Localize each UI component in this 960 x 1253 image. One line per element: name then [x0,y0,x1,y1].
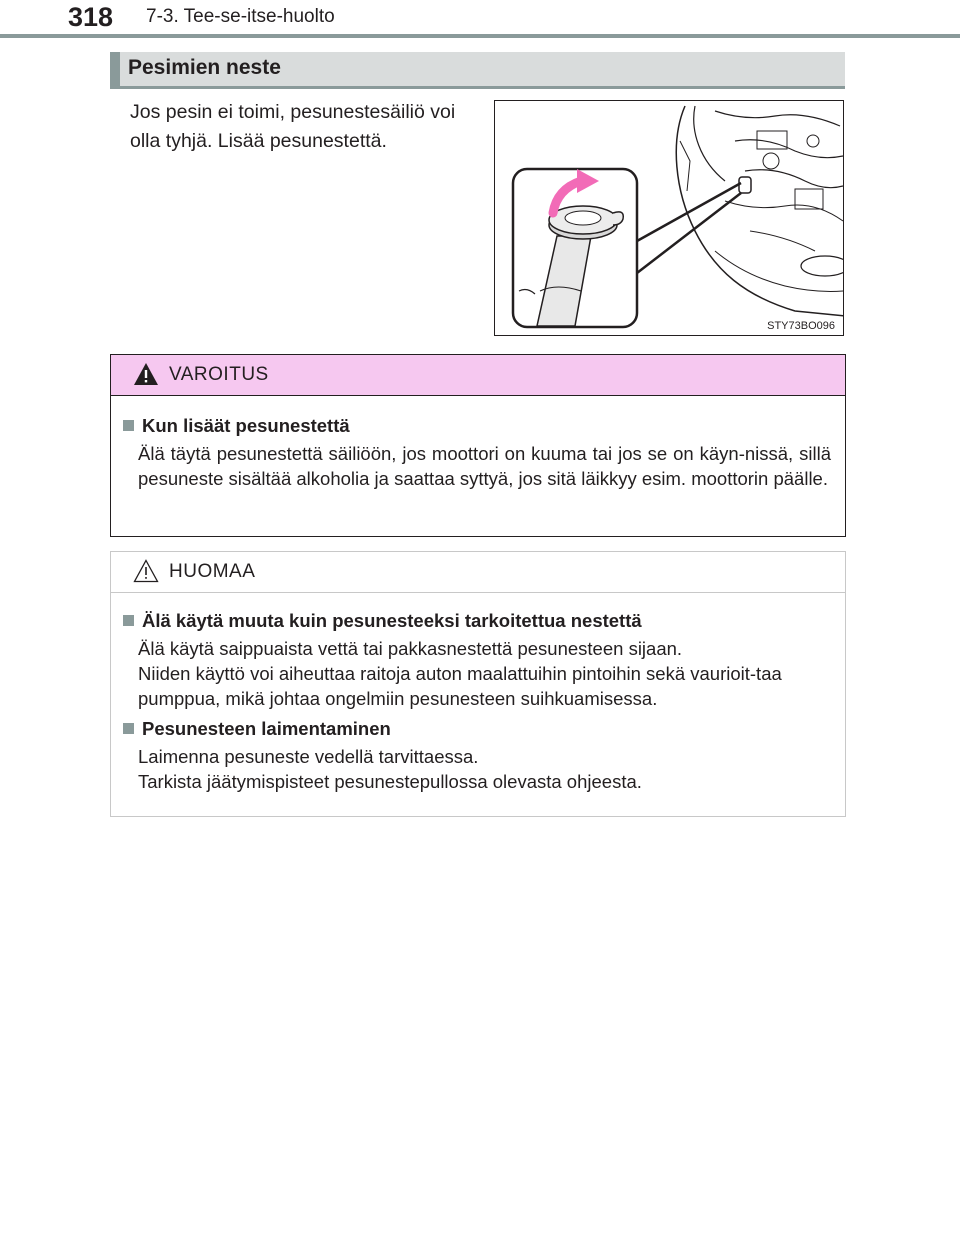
notice-text-1b: Niiden käyttö voi aiheuttaa raitoja auton maalattuihin pintoihin sekä vaurioit-taa pumppua, mikä johtaa ongelmiin pesunesteen suihkuamisessa. [138,663,782,709]
intro-text: Jos pesin ei toimi, pesunestesäiliö voi olla tyhjä. Lisää pesunestettä. [130,101,456,152]
section-title-accent [110,52,120,86]
notice-subheading-2 [123,718,391,740]
washer-reservoir-illustration [494,100,844,336]
notice-subheading-1-text: Älä käytä muuta kuin pesunesteeksi tarkoitettua nestettä [142,610,642,631]
page-header [0,0,960,36]
engine-bay-drawing [495,101,844,336]
warning-text: Älä täytä pesunestettä säiliöön, jos moottori on kuuma tai jos se on käyn-nissä, sillä pesuneste sisältää alkoholia ja saattaa syttyä, jos sitä läikkyy esim. moottorin päälle. [138,443,831,489]
warning-subheading [123,415,350,437]
notice-text-2b: Tarkista jäätymispisteet pesunestepullossa olevasta ohjeesta. [138,771,642,792]
bullet-square-icon [123,723,134,734]
bullet-square-icon [123,615,134,626]
header-rule [0,34,960,38]
notice-subheading-2-text: Pesunesteen laimentaminen [142,718,391,739]
page-number: 318 [68,2,114,32]
notice-text-2a: Laimenna pesuneste vedellä tarvittaessa. [138,746,479,767]
notice-subheading-1 [123,610,642,632]
notice-box [110,551,846,817]
warning-label: VAROITUS [169,364,269,385]
figure-id: STY73BO096 [767,320,835,332]
notice-header [111,552,845,593]
notice-text-1a: Älä käytä saippuaista vettä tai pakkasnestettä pesunesteen sijaan. [138,638,683,659]
chapter-title: 7-3. Tee-se-itse-huolto [146,6,335,27]
section-title: Pesimien neste [128,56,281,79]
bullet-square-icon [123,420,134,431]
caution-triangle-icon [133,559,159,583]
notice-label: HUOMAA [169,561,256,582]
warning-triangle-icon [133,362,159,386]
section-title-bar [110,52,845,89]
warning-subheading-text: Kun lisäät pesunestettä [142,415,350,436]
warning-header [111,355,845,396]
warning-box [110,354,846,537]
